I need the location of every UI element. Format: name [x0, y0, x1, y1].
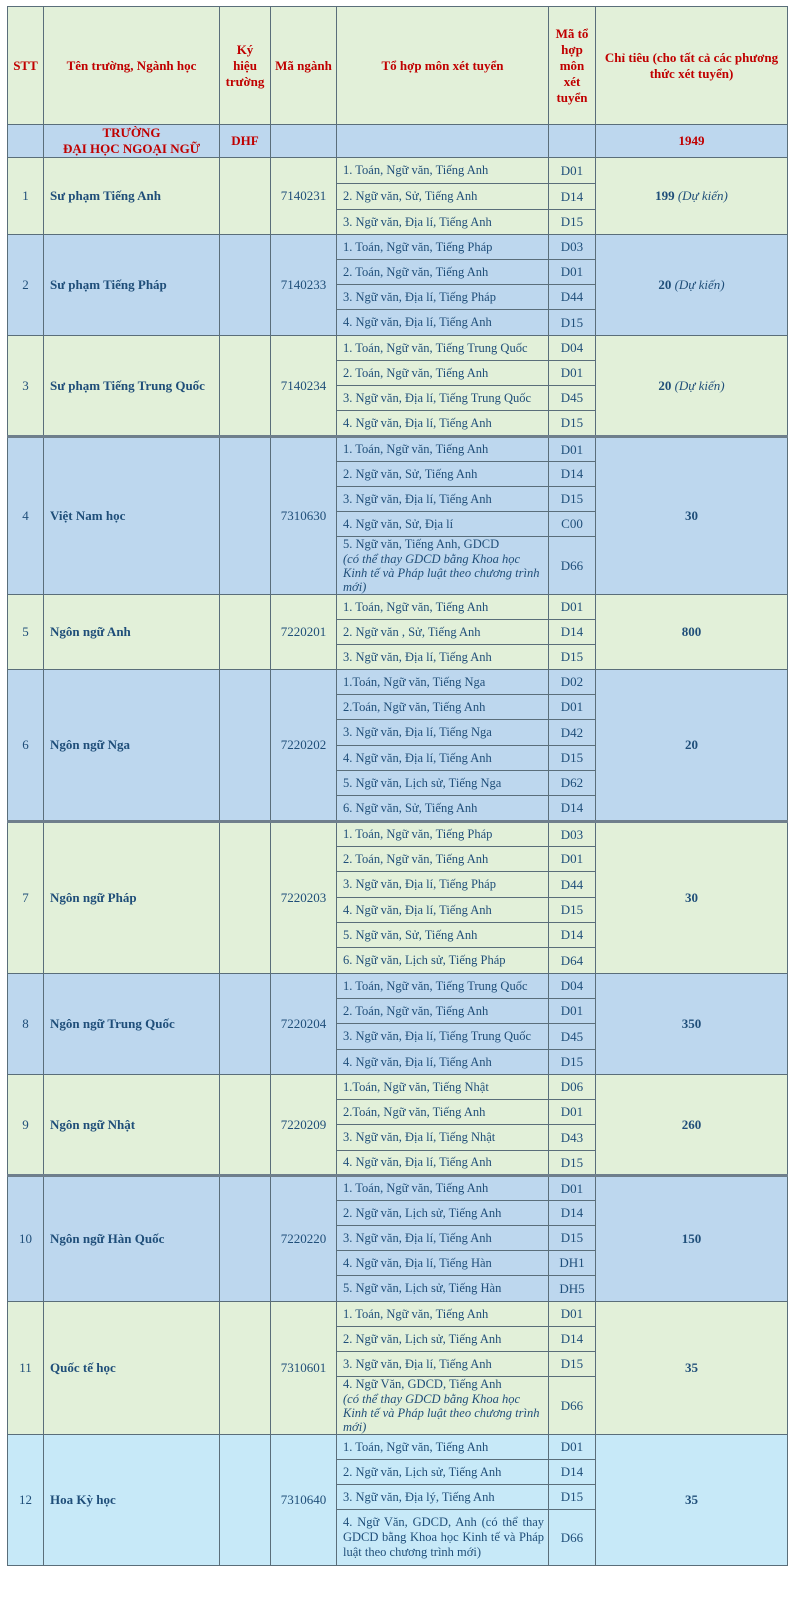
combo-cell: [337, 1352, 549, 1377]
combo-text: 2. Ngữ văn , Sử, Tiếng Anh: [343, 624, 481, 639]
combo-code-cell: D66: [549, 1377, 596, 1435]
quota-value: 35: [685, 1360, 698, 1375]
school-combo: [337, 125, 549, 158]
combo-text: 3. Ngữ văn, Địa lí, Tiếng Trung Quốc: [343, 390, 532, 405]
combo-code-cell: D15: [549, 1151, 596, 1176]
combo-cell: [337, 645, 549, 670]
combo-text: 2. Ngữ văn, Sử, Tiếng Anh: [343, 189, 478, 203]
combo-code-cell: D15: [549, 1352, 596, 1377]
combo-code-cell: D01: [549, 695, 596, 720]
table-row: [8, 336, 788, 361]
table-body: [8, 158, 788, 1566]
combo-cell: [337, 411, 549, 437]
combo-text: 3. Ngữ văn, Địa lí, Tiếng Anh: [343, 1230, 492, 1245]
row-major-name: Việt Nam học: [44, 437, 220, 595]
combo-cell: [337, 999, 549, 1024]
combo-code-cell: D04: [549, 336, 596, 361]
combo-code-cell: D15: [549, 746, 596, 771]
row-major-name: Ngôn ngữ Nga: [44, 670, 220, 822]
combo-cell: [337, 235, 549, 260]
table-row: [8, 822, 788, 847]
combo-text: 1. Toán, Ngữ văn, Tiếng Anh: [343, 163, 489, 177]
row-major-name: Sư phạm Tiếng Trung Quốc: [44, 336, 220, 437]
combo-code-cell: D01: [549, 1100, 596, 1125]
row-major-code: 7310601: [271, 1302, 337, 1435]
row-stt: 10: [8, 1176, 44, 1302]
header-stt: STT: [8, 7, 44, 125]
combo-code-cell: D14: [549, 184, 596, 210]
quota-value: 800: [681, 624, 702, 639]
combo-cell: [337, 158, 549, 184]
combo-text: 4. Ngữ văn, Địa lí, Tiếng Anh: [343, 415, 492, 430]
combo-text: 2. Ngữ văn, Sử, Tiếng Anh: [343, 466, 478, 481]
combo-cell: [337, 771, 549, 796]
combo-cell: [337, 1510, 549, 1566]
combo-text: 5. Ngữ văn, Tiếng Anh, GDCD: [343, 537, 500, 551]
quota-estimate-note: (Dự kiến): [674, 377, 725, 393]
combo-cell: [337, 595, 549, 620]
table-row: [8, 1302, 788, 1327]
combo-code-cell: D01: [549, 1176, 596, 1201]
table-row: [8, 158, 788, 184]
combo-code-cell: D14: [549, 462, 596, 487]
row-quota: [596, 595, 788, 670]
combo-text: 4. Ngữ văn, Địa lí, Tiếng Anh: [343, 902, 492, 917]
combo-code-cell: D43: [549, 1125, 596, 1151]
combo-code-cell: D14: [549, 1460, 596, 1485]
combo-text: 6. Ngữ văn, Lịch sử, Tiếng Pháp: [343, 953, 506, 967]
row-stt: 6: [8, 670, 44, 822]
combo-code-cell: D15: [549, 310, 596, 336]
combo-cell: [337, 184, 549, 210]
row-quota: [596, 1302, 788, 1435]
combo-text: 3. Ngữ văn, Địa lí, Tiếng Anh: [343, 214, 492, 229]
combo-text: 4. Ngữ văn, Địa lí, Tiếng Anh: [343, 1155, 492, 1169]
quota-value: 150: [681, 1231, 702, 1246]
row-quota: [596, 235, 788, 336]
school-code: [271, 125, 337, 158]
combo-text: 5. Ngữ văn, Lịch sử, Tiếng Nga: [343, 775, 502, 790]
school-stt: [8, 125, 44, 158]
quota-estimate-note: (Dự kiến): [674, 277, 725, 292]
combo-code-cell: D01: [549, 595, 596, 620]
combo-cell: [337, 487, 549, 512]
row-stt: 3: [8, 336, 44, 437]
combo-cell: [337, 1377, 549, 1435]
combo-cell: [337, 1327, 549, 1352]
combo-cell: [337, 336, 549, 361]
row-major-code: 7140231: [271, 158, 337, 235]
combo-text: 2. Ngữ văn, Lịch sử, Tiếng Anh: [343, 1331, 502, 1346]
row-major-code: 7220204: [271, 974, 337, 1075]
combo-code-cell: D01: [549, 1435, 596, 1460]
combo-code-cell: D03: [549, 235, 596, 260]
header-code: Mã ngành: [271, 7, 337, 125]
row-major-code: 7310630: [271, 437, 337, 595]
row-quota: [596, 1435, 788, 1566]
combo-text: 4. Ngữ văn, Địa lí, Tiếng Anh: [343, 750, 492, 765]
row-quota: [596, 670, 788, 822]
row-symbol: [220, 822, 271, 974]
header-name: Tên trường, Ngành học: [44, 7, 220, 125]
combo-text: 4. Ngữ văn, Địa lí, Tiếng Hàn: [343, 1255, 492, 1270]
combo-text: 6. Ngữ văn, Sử, Tiếng Anh: [343, 800, 478, 815]
row-major-name: Quốc tế học: [44, 1302, 220, 1435]
row-major-code: 7140234: [271, 336, 337, 437]
combo-code-cell: DH5: [549, 1276, 596, 1302]
combo-code-cell: D04: [549, 974, 596, 999]
combo-cell: [337, 1302, 549, 1327]
combo-text: 1. Toán, Ngữ văn, Tiếng Trung Quốc: [343, 340, 528, 355]
row-symbol: [220, 974, 271, 1075]
row-major-name: Ngôn ngữ Pháp: [44, 822, 220, 974]
combo-text: 3. Ngữ văn, Địa lí, Tiếng Nhật: [343, 1130, 496, 1144]
combo-code-cell: D01: [549, 847, 596, 872]
combo-cell: [337, 437, 549, 462]
combo-note: (có thể thay GDCD bằng Khoa học Kinh tế và Pháp luật theo chương trình mới): [343, 552, 540, 594]
combo-text: 2. Toán, Ngữ văn, Tiếng Anh: [343, 851, 489, 866]
quota-value: 20: [658, 377, 672, 393]
school-name-line1: TRƯỜNG: [102, 125, 161, 140]
combo-cell: [337, 746, 549, 771]
header-symbol: Ký hiệu trường: [220, 7, 271, 125]
combo-cell: [337, 1125, 549, 1151]
combo-code-cell: D15: [549, 645, 596, 670]
table-row: [8, 235, 788, 260]
combo-cell: [337, 1151, 549, 1176]
combo-code-cell: D14: [549, 923, 596, 948]
row-quota: [596, 336, 788, 437]
combo-code-cell: D01: [549, 361, 596, 386]
row-major-code: 7220220: [271, 1176, 337, 1302]
row-stt: 5: [8, 595, 44, 670]
row-quota: [596, 822, 788, 974]
combo-cell: [337, 1176, 549, 1201]
combo-text: 1.Toán, Ngữ văn, Tiếng Nhật: [343, 1079, 489, 1094]
row-quota: [596, 974, 788, 1075]
combo-cell: [337, 386, 549, 411]
school-combo-code: [549, 125, 596, 158]
school-symbol: DHF: [220, 125, 271, 158]
row-stt: 2: [8, 235, 44, 336]
row-stt: 12: [8, 1435, 44, 1566]
combo-text: 1. Toán, Ngữ văn, Tiếng Anh: [343, 1439, 489, 1454]
combo-text: 2. Toán, Ngữ văn, Tiếng Anh: [343, 1003, 489, 1018]
row-stt: 9: [8, 1075, 44, 1176]
combo-cell: [337, 1075, 549, 1100]
quota-value: 30: [685, 508, 698, 523]
combo-note: (có thể thay GDCD bằng Khoa học Kinh tế và Pháp luật theo chương trình mới): [343, 1392, 540, 1434]
combo-cell: [337, 974, 549, 999]
combo-code-cell: D15: [549, 487, 596, 512]
combo-code-cell: C00: [549, 512, 596, 537]
combo-text: 2.Toán, Ngữ văn, Tiếng Anh: [343, 1104, 486, 1119]
combo-cell: [337, 1201, 549, 1226]
table-row: [8, 1176, 788, 1201]
combo-code-cell: D01: [549, 260, 596, 285]
row-symbol: [220, 1435, 271, 1566]
row-symbol: [220, 1302, 271, 1435]
combo-text: 2. Ngữ văn, Lịch sử, Tiếng Anh: [343, 1464, 502, 1479]
table-header-row: [8, 7, 788, 125]
combo-code-cell: D45: [549, 1024, 596, 1050]
quota-value: 20: [658, 277, 672, 292]
combo-text: 2. Ngữ văn, Lịch sử, Tiếng Anh: [343, 1205, 502, 1220]
header-combo-code: Mã tổ hợp môn xét tuyển: [549, 7, 596, 125]
combo-cell: [337, 462, 549, 487]
combo-text: 1. Toán, Ngữ văn, Tiếng Anh: [343, 599, 489, 614]
row-major-name: Sư phạm Tiếng Pháp: [44, 235, 220, 336]
quota-value: 35: [685, 1492, 698, 1507]
combo-text: 1. Toán, Ngữ văn, Tiếng Trung Quốc: [343, 978, 528, 993]
combo-cell: [337, 695, 549, 720]
quota-value: 260: [681, 1116, 702, 1132]
combo-code-cell: D14: [549, 620, 596, 645]
combo-code-cell: D15: [549, 1050, 596, 1075]
combo-code-cell: D42: [549, 720, 596, 746]
admission-table-wrapper: [7, 6, 787, 1566]
combo-cell: [337, 720, 549, 746]
combo-text: 4. Ngữ văn, Địa lí, Tiếng Anh: [343, 1054, 492, 1069]
table-row: [8, 1435, 788, 1460]
combo-code-cell: D14: [549, 796, 596, 822]
combo-cell: [337, 1251, 549, 1276]
combo-code-cell: D66: [549, 1510, 596, 1566]
row-stt: 7: [8, 822, 44, 974]
header-quota: Chỉ tiêu (cho tất cả các phương thức xét tuyển): [596, 7, 788, 125]
combo-code-cell: D44: [549, 285, 596, 310]
combo-code-cell: D01: [549, 437, 596, 462]
row-symbol: [220, 336, 271, 437]
combo-code-cell: DH1: [549, 1251, 596, 1276]
row-stt: 4: [8, 437, 44, 595]
combo-code-cell: D44: [549, 872, 596, 898]
combo-text: 4. Ngữ văn, Sử, Địa lí: [343, 516, 454, 531]
school-name-line2: ĐẠI HỌC NGOẠI NGỮ: [62, 141, 201, 156]
quota-value: 30: [685, 890, 698, 905]
row-major-code: 7220203: [271, 822, 337, 974]
combo-cell: [337, 285, 549, 310]
row-symbol: [220, 158, 271, 235]
combo-cell: [337, 847, 549, 872]
combo-cell: [337, 670, 549, 695]
row-symbol: [220, 1075, 271, 1176]
combo-code-cell: D14: [549, 1201, 596, 1226]
row-symbol: [220, 1176, 271, 1302]
row-quota: [596, 158, 788, 235]
combo-cell: [337, 923, 549, 948]
row-quota: [596, 1176, 788, 1302]
combo-code-cell: D45: [549, 386, 596, 411]
combo-text: 3. Ngữ văn, Địa lí, Tiếng Trung Quốc: [343, 1029, 532, 1043]
combo-text: 1. Toán, Ngữ văn, Tiếng Pháp: [343, 827, 493, 841]
quota-value: 350: [681, 1016, 702, 1031]
school-quota: 1949: [596, 125, 788, 158]
combo-text: 2. Toán, Ngữ văn, Tiếng Anh: [343, 264, 489, 279]
combo-text: 4. Ngữ Văn, GDCD, Tiếng Anh: [343, 1377, 502, 1391]
combo-code-cell: D62: [549, 771, 596, 796]
combo-text: 3. Ngữ văn, Địa lý, Tiếng Anh: [343, 1489, 495, 1504]
combo-cell: [337, 620, 549, 645]
row-major-name: Hoa Kỳ học: [44, 1435, 220, 1566]
row-quota: [596, 1075, 788, 1176]
combo-cell: [337, 898, 549, 923]
table-row: [8, 670, 788, 695]
quota-value: 199: [655, 188, 675, 203]
school-name: [44, 125, 220, 158]
table-row: [8, 974, 788, 999]
school-row: [8, 125, 788, 158]
combo-code-cell: D01: [549, 999, 596, 1024]
combo-code-cell: D02: [549, 670, 596, 695]
combo-code-cell: D06: [549, 1075, 596, 1100]
combo-code-cell: D64: [549, 948, 596, 974]
combo-cell: [337, 210, 549, 235]
combo-text: 3. Ngữ văn, Địa lí, Tiếng Anh: [343, 649, 492, 664]
row-symbol: [220, 670, 271, 822]
row-stt: 8: [8, 974, 44, 1075]
row-major-code: 7310640: [271, 1435, 337, 1566]
combo-cell: [337, 1460, 549, 1485]
row-symbol: [220, 437, 271, 595]
row-stt: 11: [8, 1302, 44, 1435]
row-major-code: 7220209: [271, 1075, 337, 1176]
combo-text: 3. Ngữ văn, Địa lí, Tiếng Nga: [343, 725, 492, 739]
combo-cell: [337, 796, 549, 822]
combo-text: 5. Ngữ văn, Sử, Tiếng Anh: [343, 927, 478, 942]
combo-text: 1. Toán, Ngữ văn, Tiếng Anh: [343, 1306, 489, 1321]
combo-cell: [337, 260, 549, 285]
combo-cell: [337, 1435, 549, 1460]
row-major-name: Ngôn ngữ Hàn Quốc: [44, 1176, 220, 1302]
combo-cell: [337, 822, 549, 847]
combo-code-cell: D03: [549, 822, 596, 847]
combo-code-cell: D01: [549, 1302, 596, 1327]
combo-text: 5. Ngữ văn, Lịch sử, Tiếng Hàn: [343, 1281, 502, 1295]
row-major-name: Ngôn ngữ Nhật: [44, 1075, 220, 1176]
combo-text: 3. Ngữ văn, Địa lí, Tiếng Anh: [343, 491, 492, 506]
combo-text: 3. Ngữ văn, Địa lí, Tiếng Anh: [343, 1356, 492, 1371]
combo-text: 2.Toán, Ngữ văn, Tiếng Anh: [343, 699, 486, 714]
combo-code-cell: D15: [549, 1485, 596, 1510]
combo-cell: [337, 1276, 549, 1302]
combo-cell: [337, 361, 549, 386]
table-row: [8, 1075, 788, 1100]
combo-code-cell: D15: [549, 898, 596, 923]
table-row: [8, 437, 788, 462]
row-major-name: Ngôn ngữ Anh: [44, 595, 220, 670]
row-major-name: Ngôn ngữ Trung Quốc: [44, 974, 220, 1075]
row-symbol: [220, 235, 271, 336]
combo-code-cell: D15: [549, 1226, 596, 1251]
combo-cell: [337, 1100, 549, 1125]
quota-value: 20: [685, 737, 698, 752]
header-combo: Tổ hợp môn xét tuyển: [337, 7, 549, 125]
combo-text: 1. Toán, Ngữ văn, Tiếng Pháp: [343, 239, 493, 254]
row-symbol: [220, 595, 271, 670]
quota-estimate-note: (Dự kiến): [677, 188, 728, 203]
combo-text: 4. Ngữ văn, Địa lí, Tiếng Anh: [343, 315, 492, 329]
combo-cell: [337, 1226, 549, 1251]
combo-cell: [337, 1485, 549, 1510]
admission-table: [7, 6, 788, 1566]
row-major-name: Sư phạm Tiếng Anh: [44, 158, 220, 235]
combo-code-cell: D15: [549, 411, 596, 437]
combo-cell: [337, 310, 549, 336]
combo-cell: [337, 512, 549, 537]
combo-code-cell: D66: [549, 537, 596, 595]
combo-cell: [337, 1050, 549, 1075]
row-major-code: 7140233: [271, 235, 337, 336]
combo-code-cell: D01: [549, 158, 596, 184]
row-major-code: 7220201: [271, 595, 337, 670]
combo-cell: [337, 1024, 549, 1050]
table-row: [8, 595, 788, 620]
combo-text: 3. Ngữ văn, Địa lí, Tiếng Pháp: [343, 877, 496, 891]
combo-text: 4. Ngữ Văn, GDCD, Anh (có thể thay GDCD bằng Khoa học Kinh tế và Pháp luật theo chương trình mới): [343, 1515, 544, 1559]
combo-text: 1.Toán, Ngữ văn, Tiếng Nga: [343, 674, 486, 689]
combo-text: 3. Ngữ văn, Địa lí, Tiếng Pháp: [343, 289, 496, 304]
combo-text: 1. Toán, Ngữ văn, Tiếng Anh: [343, 1181, 489, 1195]
combo-code-cell: D15: [549, 210, 596, 235]
combo-cell: [337, 537, 549, 595]
row-stt: 1: [8, 158, 44, 235]
combo-code-cell: D14: [549, 1327, 596, 1352]
combo-text: 2. Toán, Ngữ văn, Tiếng Anh: [343, 365, 489, 380]
row-major-code: 7220202: [271, 670, 337, 822]
row-quota: [596, 437, 788, 595]
combo-cell: [337, 948, 549, 974]
combo-text: 1. Toán, Ngữ văn, Tiếng Anh: [343, 442, 489, 456]
combo-cell: [337, 872, 549, 898]
